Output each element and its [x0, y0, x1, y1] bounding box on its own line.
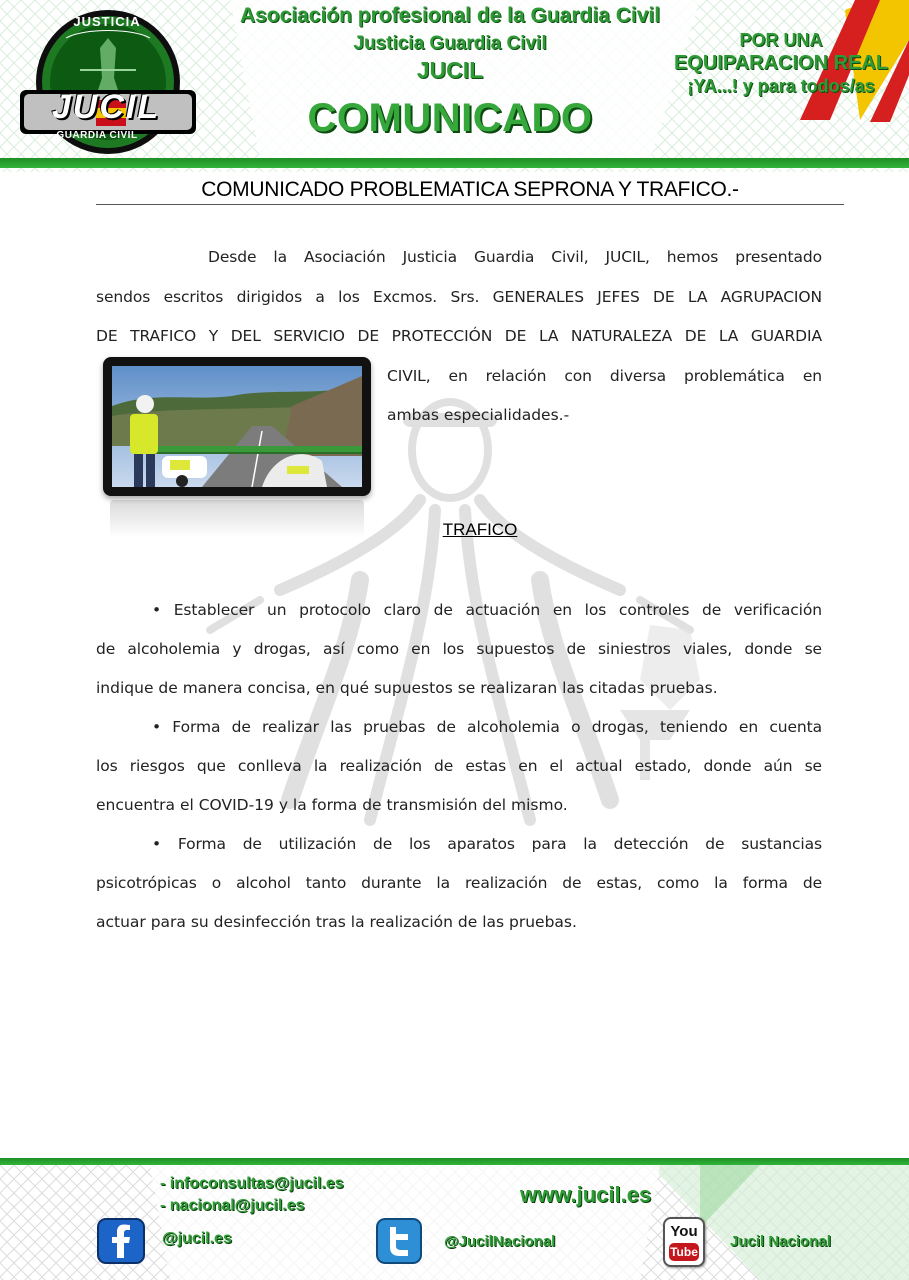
bullet-2-line-2: los riesgos que conlleva la realización de estas en el actual estado, donde aún se	[96, 757, 822, 775]
intro-line-1: Desde la Asociación Justicia Guardia Civil, JUCIL, hemos presentado	[208, 248, 822, 266]
bullet-1-line-2: de alcoholemia y drogas, así como en los supuestos de siniestros viales, donde se	[96, 640, 822, 658]
association-name: Asociación profesional de la Guardia Civil	[239, 4, 661, 27]
motorway-scene-image	[112, 366, 362, 487]
bullet-1-line-1: • Establecer un protocolo claro de actuación en los controles de verificación	[152, 601, 822, 619]
traffic-officer-photo	[103, 357, 371, 496]
bullet-2-line-3: encuentra el COVID-19 y la forma de transmisión del mismo.	[96, 796, 568, 814]
website-link[interactable]: www.jucil.es	[520, 1182, 652, 1207]
youtube-icon-you: You	[670, 1223, 698, 1240]
facebook-icon[interactable]	[97, 1218, 145, 1264]
slogan-line-2: EQUIPARACION REAL	[673, 52, 889, 74]
footer-green-bar	[0, 1158, 909, 1165]
twitter-handle[interactable]: @JucilNacional	[444, 1233, 556, 1250]
association-acronym: JUCIL	[416, 57, 484, 83]
email-infoconsultas-link[interactable]: - infoconsultas@jucil.es	[160, 1175, 344, 1192]
bullet-3-line-1: • Forma de utilización de los aparatos para la detección de sustancias	[152, 835, 822, 853]
association-subtitle: Justicia Guardia Civil	[353, 33, 547, 54]
intro-line-2: sendos escritos dirigidos a los Excmos. Srs. GENERALES JEFES DE LA AGRUPACION	[96, 288, 822, 306]
bullet-1-line-3: indique de manera concisa, en qué supuestos se realizaran las citadas pruebas.	[96, 679, 718, 697]
logo-main-text: JUCIL	[51, 88, 161, 126]
bullet-3-line-3: actuar para su desinfección tras la realización de las pruebas.	[96, 913, 577, 931]
youtube-icon[interactable]	[663, 1217, 705, 1267]
bullet-2-line-1: • Forma de realizar las pruebas de alcoholemia o drogas, teniendo en cuenta	[152, 718, 822, 736]
header	[0, 0, 909, 172]
document-title: COMUNICADO PROBLEMATICA SEPRONA Y TRAFICO.-	[96, 175, 844, 205]
bullet-3-line-2: psicotrópicas o alcohol tanto durante la realización de estas, como la forma de	[96, 874, 822, 892]
header-green-bar	[0, 158, 909, 168]
email-nacional-link[interactable]: - nacional@jucil.es	[160, 1197, 305, 1214]
intro-line-5: ambas especialidades.-	[387, 406, 570, 424]
footer	[0, 1158, 909, 1280]
youtube-channel-name[interactable]: Jucil Nacional	[730, 1233, 831, 1250]
intro-line-3: DE TRAFICO Y DEL SERVICIO DE PROTECCIÓN DE LA NATURALEZA DE LA GUARDIA	[96, 327, 822, 345]
comunicado-banner: COMUNICADO	[307, 96, 593, 140]
youtube-icon-tube	[669, 1243, 699, 1261]
slogan-line-3: ¡YA...! y para todos/as	[687, 76, 875, 96]
intro-line-4: CIVIL, en relación con diversa problemática en	[387, 367, 822, 385]
logo-bottom-text: GUARDIA CIVIL	[56, 130, 138, 141]
slogan-line-1: POR UNA	[739, 30, 823, 50]
facebook-handle[interactable]: @jucil.es	[162, 1230, 232, 1247]
twitter-icon[interactable]	[376, 1218, 422, 1264]
logo-top-text: JUSTICIA	[73, 14, 141, 29]
section-title-trafico: TRAFICO	[442, 520, 518, 539]
youtube-icon-tube-label: Tube	[670, 1245, 698, 1259]
photo-reflection	[110, 500, 364, 538]
